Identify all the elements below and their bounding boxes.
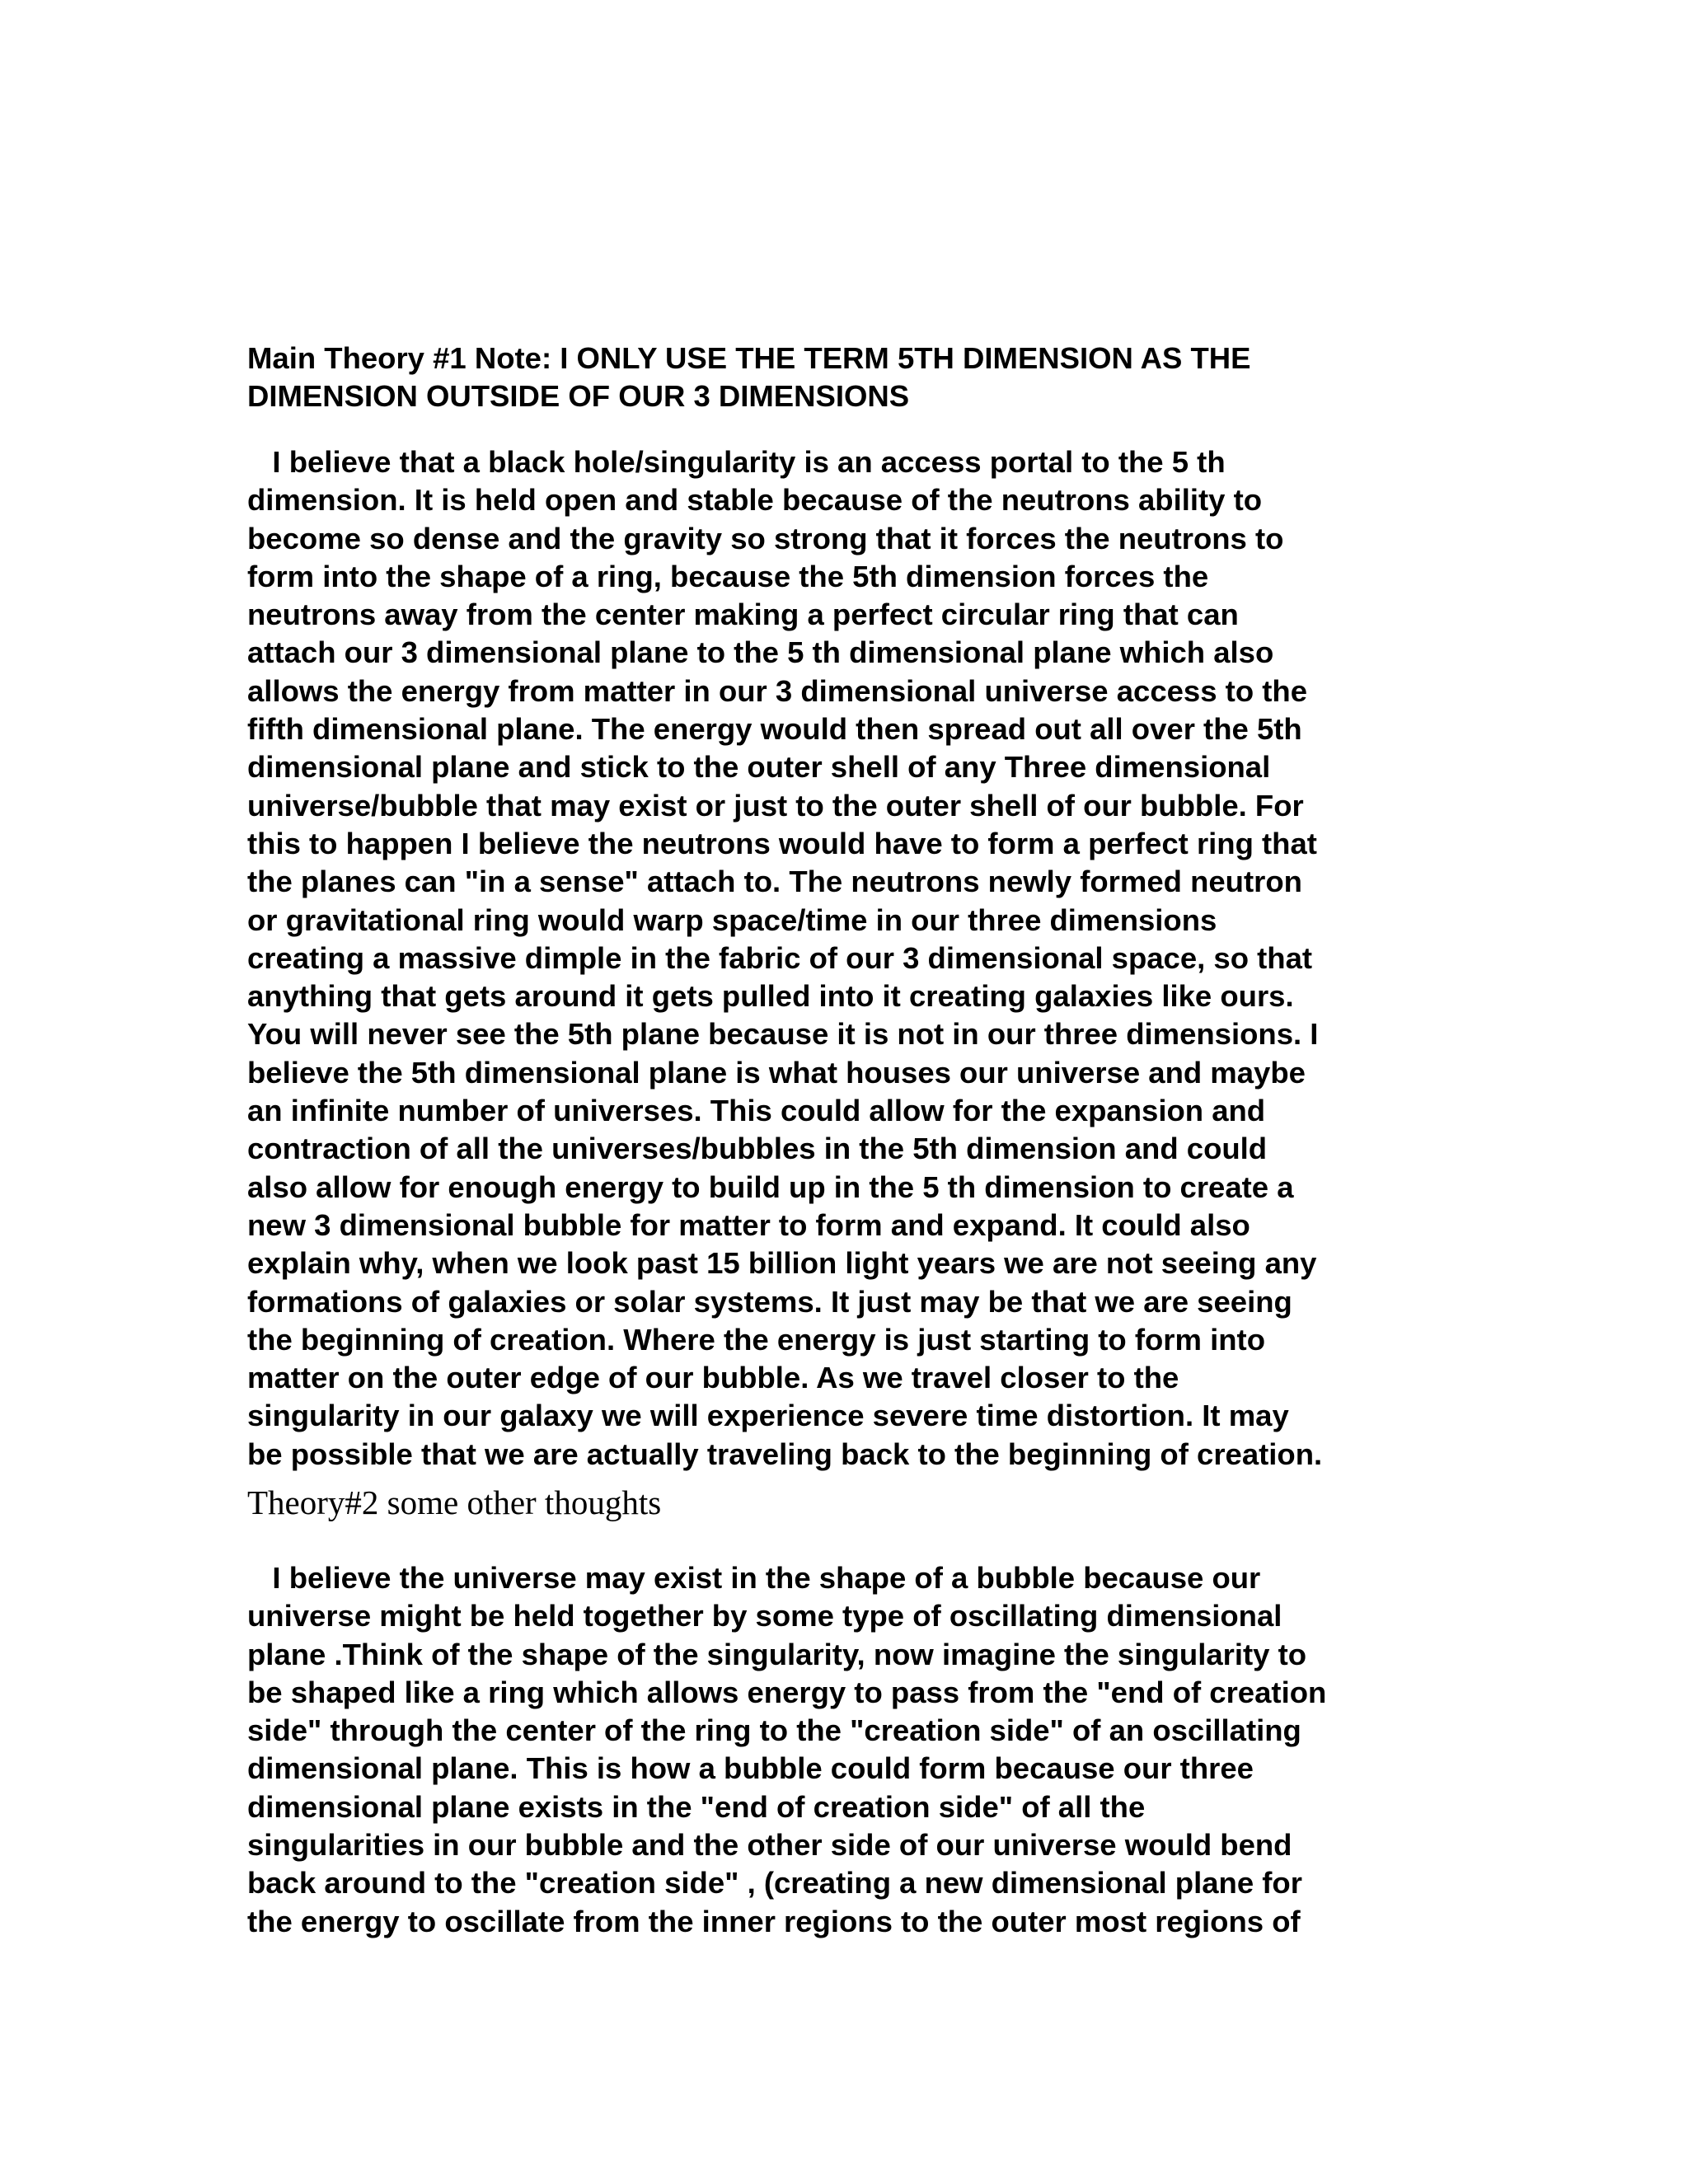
heading-line: Main Theory #1 Note: I ONLY USE THE TERM 5TH DIMENSION AS THE	[247, 341, 1251, 375]
paragraph-line: attach our 3 dimensional plane to the 5 th dimensional plane which also	[247, 635, 1274, 670]
paragraph-line: believe the 5th dimensional plane is what houses our universe and maybe	[247, 1055, 1306, 1090]
paragraph-line: singularities in our bubble and the other side of our universe would bend	[247, 1828, 1292, 1863]
paragraph-line: matter on the outer edge of our bubble. As we travel closer to the	[247, 1361, 1179, 1395]
paragraph-line: plane .Think of the shape of the singularity, now imagine the singularity to	[247, 1637, 1307, 1671]
paragraph-line: this to happen I believe the neutrons would have to form a perfect ring that	[247, 826, 1317, 860]
paragraph-line: dimensional plane. This is how a bubble could form because our three	[247, 1751, 1254, 1786]
paragraph-line: contraction of all the universes/bubbles in the 5th dimension and could	[247, 1132, 1268, 1166]
paragraph-line: neutrons away from the center making a perfect circular ring that can	[247, 598, 1239, 632]
paragraph-line: or gravitational ring would warp space/time in our three dimensions	[247, 902, 1217, 937]
paragraph-line: universe might be held together by some type of oscillating dimensional	[247, 1599, 1282, 1633]
paragraph-line: back around to the "creation side" , (creating a new dimensional plane for	[247, 1866, 1302, 1900]
paragraph-line: singularity in our galaxy we will experience severe time distortion. It may	[247, 1399, 1289, 1433]
main-theory-heading	[247, 340, 1251, 415]
paragraph-line: an infinite number of universes. This could allow for the expansion and	[247, 1094, 1266, 1128]
paragraph-line: I believe the universe may exist in the shape of a bubble because our	[247, 1561, 1261, 1595]
paragraph-line: also allow for enough energy to build up in the 5 th dimension to create a	[247, 1169, 1294, 1204]
paragraph-line: be shaped like a ring which allows energy to pass from the "end of creation	[247, 1675, 1327, 1709]
paragraph-line: creating a massive dimple in the fabric of our 3 dimensional space, so that	[247, 940, 1313, 975]
paragraph-line: formations of galaxies or solar systems. It just may be that we are seeing	[247, 1284, 1292, 1319]
paragraph-line: allows the energy from matter in our 3 dimensional universe access to the	[247, 673, 1308, 708]
paragraph-line: dimensional plane exists in the "end of creation side" of all the	[247, 1789, 1146, 1824]
paragraph-line: new 3 dimensional bubble for matter to form and expand. It could also	[247, 1207, 1250, 1242]
theory-2-paragraph	[247, 1559, 1326, 1941]
paragraph-line: explain why, when we look past 15 billion light years we are not seeing any	[247, 1246, 1317, 1281]
paragraph-line: I believe that a black hole/singularity is an access portal to the 5 th	[247, 445, 1226, 479]
paragraph-line: the planes can "in a sense" attach to. The neutrons newly formed neutron	[247, 865, 1302, 899]
paragraph-line: side" through the center of the ring to the "creation side" of an oscillating	[247, 1713, 1301, 1748]
paragraph-line: anything that gets around it gets pulled into it creating galaxies like ours.	[247, 979, 1294, 1014]
paragraph-line: form into the shape of a ring, because the 5th dimension forces the	[247, 559, 1209, 593]
theory-2-heading: Theory#2 some other thoughts	[247, 1483, 662, 1521]
heading-line: DIMENSION OUTSIDE OF OUR 3 DIMENSIONS	[247, 379, 910, 413]
paragraph-line: universe/bubble that may exist or just to the outer shell of our bubble. For	[247, 788, 1304, 823]
paragraph-line: You will never see the 5th plane because it is not in our three dimensions. I	[247, 1017, 1319, 1052]
main-theory-paragraph	[247, 443, 1322, 1474]
paragraph-line: dimension. It is held open and stable because of the neutrons ability to	[247, 483, 1263, 518]
paragraph-line: fifth dimensional plane. The energy would then spread out all over the 5th	[247, 712, 1302, 747]
paragraph-line: become so dense and the gravity so strong that it forces the neutrons to	[247, 521, 1284, 555]
paragraph-line: dimensional plane and stick to the outer shell of any Three dimensional	[247, 750, 1271, 785]
paragraph-line: the beginning of creation. Where the energy is just starting to form into	[247, 1322, 1265, 1357]
paragraph-line: be possible that we are actually traveling back to the beginning of creation.	[247, 1436, 1323, 1471]
paragraph-line: the energy to oscillate from the inner regions to the outer most regions of	[247, 1904, 1301, 1938]
